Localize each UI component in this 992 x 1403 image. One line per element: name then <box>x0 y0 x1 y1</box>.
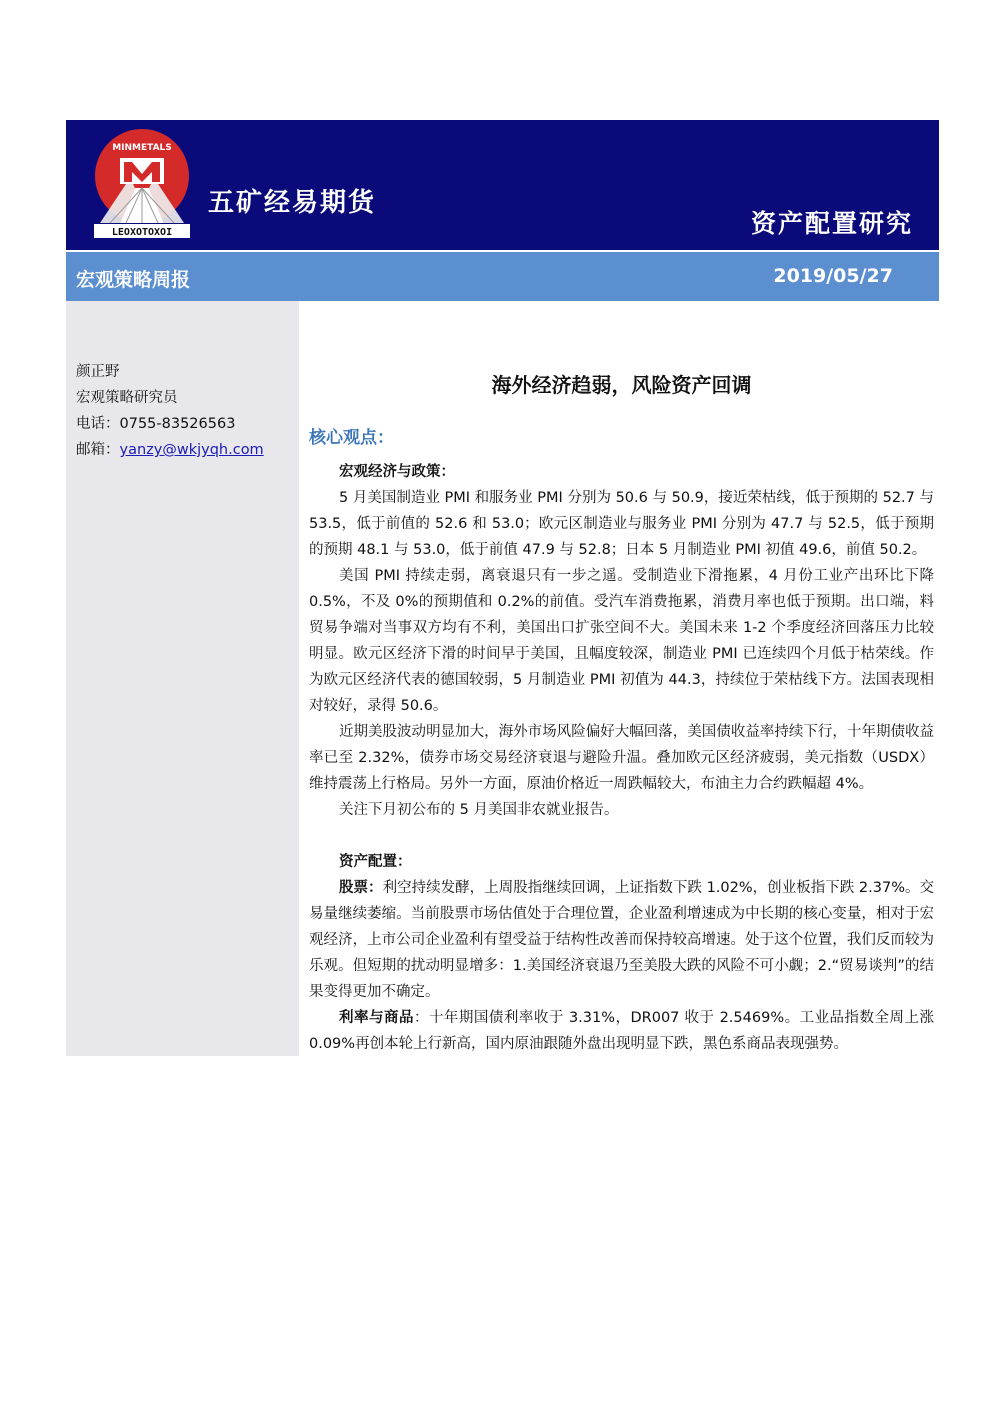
rate-label: 利率与商品 <box>339 1010 414 1026</box>
author-email-row <box>76 437 264 463</box>
report-title: 海外经济趋弱，风险资产回调 <box>491 373 752 397</box>
report-subbar <box>66 252 939 301</box>
author-sidebar <box>66 301 299 1056</box>
minmetals-logo-icon <box>90 128 194 240</box>
rate-paragraph <box>309 1005 934 1057</box>
author-email-link[interactable]: yanzy@wkjyqh.com <box>119 442 264 458</box>
core-view-label: 核心观点： <box>309 428 394 448</box>
macro-heading: 宏观经济与政策： <box>339 464 455 480</box>
stock-text: 利空持续发酵，上周股指继续回调，上证指数下跌 1.02%，创业板指下跌 2.37%。交易量继续萎缩。当前股票市场估值处于合理位置，企业盈利增速成为中长期的核心变量，相对于宏观经济，上市公司企业盈利有望受益于结构性改善而保持较高增速。处于这个位置，我们反而较为乐观。但短期的扰动明显增多：1.美国经济衰退乃至美股大跌的风险不可小觑；2.“贸易谈判”的结果变得更加不确定。 <box>309 880 935 1000</box>
report-date: 2019/05/27 <box>773 265 893 287</box>
author-role: 宏观策略研究员 <box>76 390 178 406</box>
asset-heading: 资产配置： <box>339 854 412 870</box>
section-title: 资产配置研究 <box>750 209 913 238</box>
report-header <box>66 120 939 250</box>
rate-text: ：十年期国债利率收于 3.31%，DR007 收于 2.5469%。工业品指数全周上涨 0.09%再创本轮上行新高，国内原油跟随外盘出现明显下跌，黑色系商品表现强势。 <box>309 1010 934 1052</box>
stock-label: 股票： <box>339 880 383 896</box>
report-body <box>309 459 934 1057</box>
author-phone: 电话：0755-83526563 <box>76 416 236 432</box>
logo-bottom-text: LEOXOTOXOI <box>111 227 173 238</box>
macro-paragraph-2: 美国 PMI 持续走弱，离衰退只有一步之遥。受制造业下滑拖累，4 月份工业产出环比下降 0.5%，不及 0%的预期值和 0.2%的前值。受汽车消费拖累，消费月率也低于预期。出口端，料贸易争端对当事双方均有不利，美国出口扩张空间不大。美国未来 1-2 个季度经济回落压力比较明显。欧元区经济下滑的时间早于美国，且幅度较深，制造业 PMI 已连续四个月低于枯荣线。作为欧元区经济代表的德国较弱，5 月制造业 PMI 初值为 44.3，持续位于荣枯线下方。法国表现相对较好，录得 50.6。 <box>309 568 934 714</box>
macro-paragraph-4: 关注下月初公布的 5 月美国非农就业报告。 <box>339 802 619 818</box>
brand-name: 五矿经易期货 <box>208 188 377 218</box>
author-name: 颜正野 <box>76 364 120 380</box>
report-type: 宏观策略周报 <box>76 269 191 291</box>
section-spacer <box>309 823 934 849</box>
logo-arc-text: MINMETALS <box>112 143 172 153</box>
email-label: 邮箱： <box>76 442 120 458</box>
macro-paragraph-1: 5 月美国制造业 PMI 和服务业 PMI 分别为 50.6 与 50.9，接近荣枯线，低于预期的 52.7 与 53.5，低于前值的 52.6 和 53.0；欧元区制造业与服务业 PMI 分别为 47.7 与 52.5，低于预期的预期 48.1 与 53.0，低于前值 47.9 与 52.8；日本 5 月制造业 PMI 初值 49.6，前值 50.2。 <box>309 490 934 558</box>
stock-paragraph <box>309 875 934 1005</box>
author-info <box>76 359 264 463</box>
macro-paragraph-3: 近期美股波动明显加大，海外市场风险偏好大幅回落，美国债收益率持续下行，十年期债收益率已至 2.32%，债券市场交易经济衰退与避险升温。叠加欧元区经济疲弱，美元指数（USDX）维持震荡上行格局。另外一方面，原油价格近一周跌幅较大，布油主力合约跌幅超 4%。 <box>309 724 934 792</box>
